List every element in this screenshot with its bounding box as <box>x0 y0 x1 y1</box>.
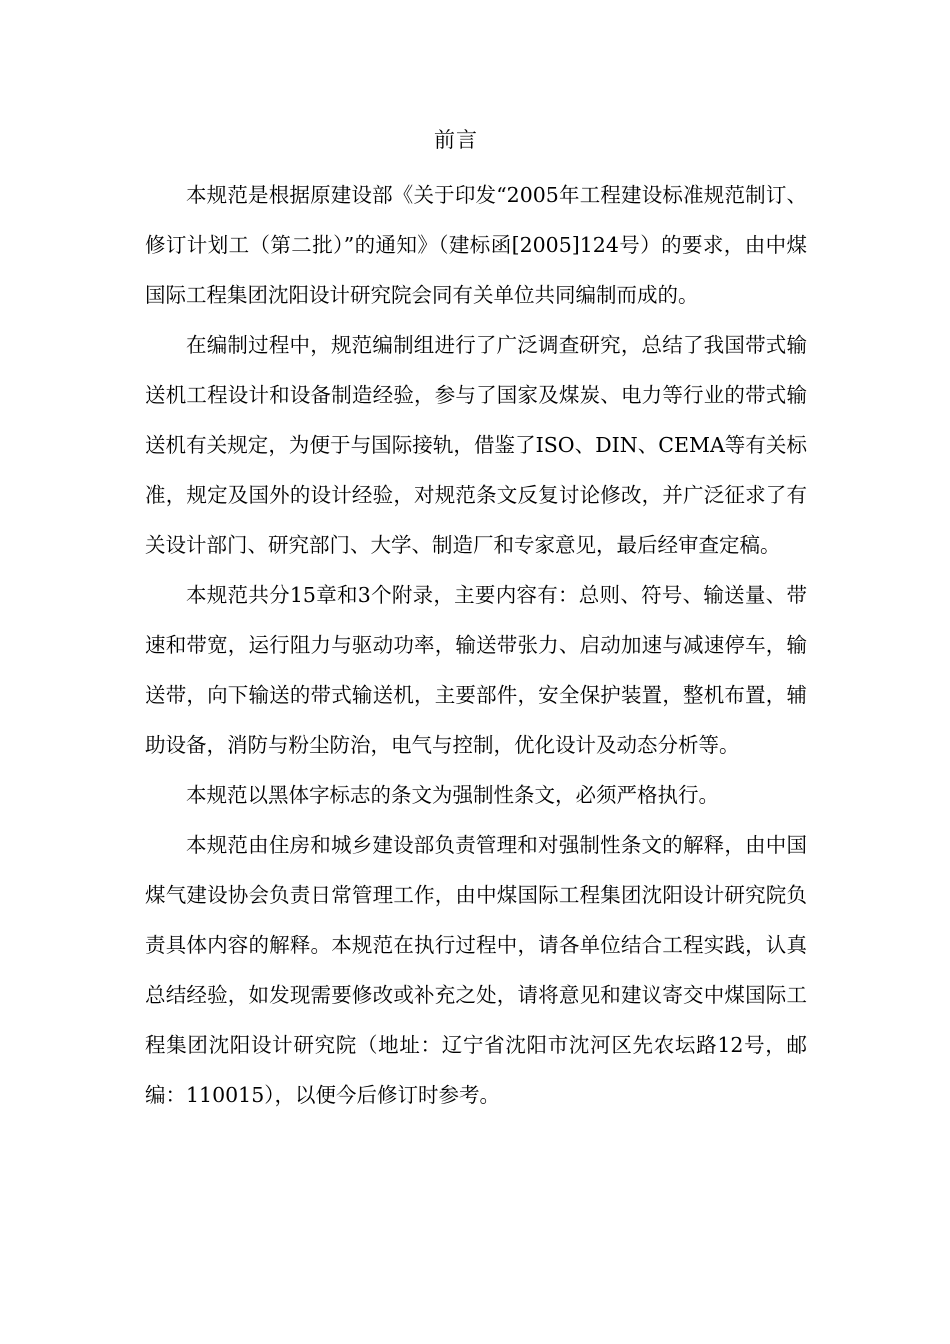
paragraph-management: 本规范由住房和城乡建设部负责管理和对强制性条文的解释，由中国煤气建设协会负责日常管理工作，由中煤国际工程集团沈阳设计研究院负责具体内容的解释。本规范在执行过程中，请各单位结合工程实践，认真总结经验，如发现需要修改或补充之处，请将意见和建议寄交中煤国际工程集团沈阳设计研究院（地址：辽宁省沈阳市沈河区先农坛路12号，邮编：110015），以便今后修订时参考。 <box>145 833 807 1107</box>
document-body <box>145 170 807 1120</box>
paragraph-contents: 本规范共分15章和3个附录，主要内容有：总则、符号、输送量、带速和带宽，运行阻力与驱动功率，输送带张力、启动加速与减速停车，输送带，向下输送的带式输送机，主要部件，安全保护装置，整机布置，辅助设备，消防与粉尘防治，电气与控制，优化设计及动态分析等。 <box>145 583 807 757</box>
paragraph-origin: 本规范是根据原建设部《关于印发“2005年工程建设标准规范制订、修订计划工（第二批）”的通知》（建标函[2005]124号）的要求，由中煤国际工程集团沈阳设计研究院会同有关单位共同编制而成的。 <box>145 183 807 307</box>
paragraph-process: 在编制过程中，规范编制组进行了广泛调查研究，总结了我国带式输送机工程设计和设备制造经验，参与了国家及煤炭、电力等行业的带式输送机有关规定，为便于与国际接轨，借鉴了ISO、DIN、CEMA等有关标准，规定及国外的设计经验，对规范条文反复讨论修改，并广泛征求了有关设计部门、研究部门、大学、制造厂和专家意见，最后经审查定稿。 <box>145 333 807 557</box>
page-title: 前言 <box>434 128 478 152</box>
paragraph-mandatory: 本规范以黑体字标志的条文为强制性条文，必须严格执行。 <box>186 783 719 807</box>
